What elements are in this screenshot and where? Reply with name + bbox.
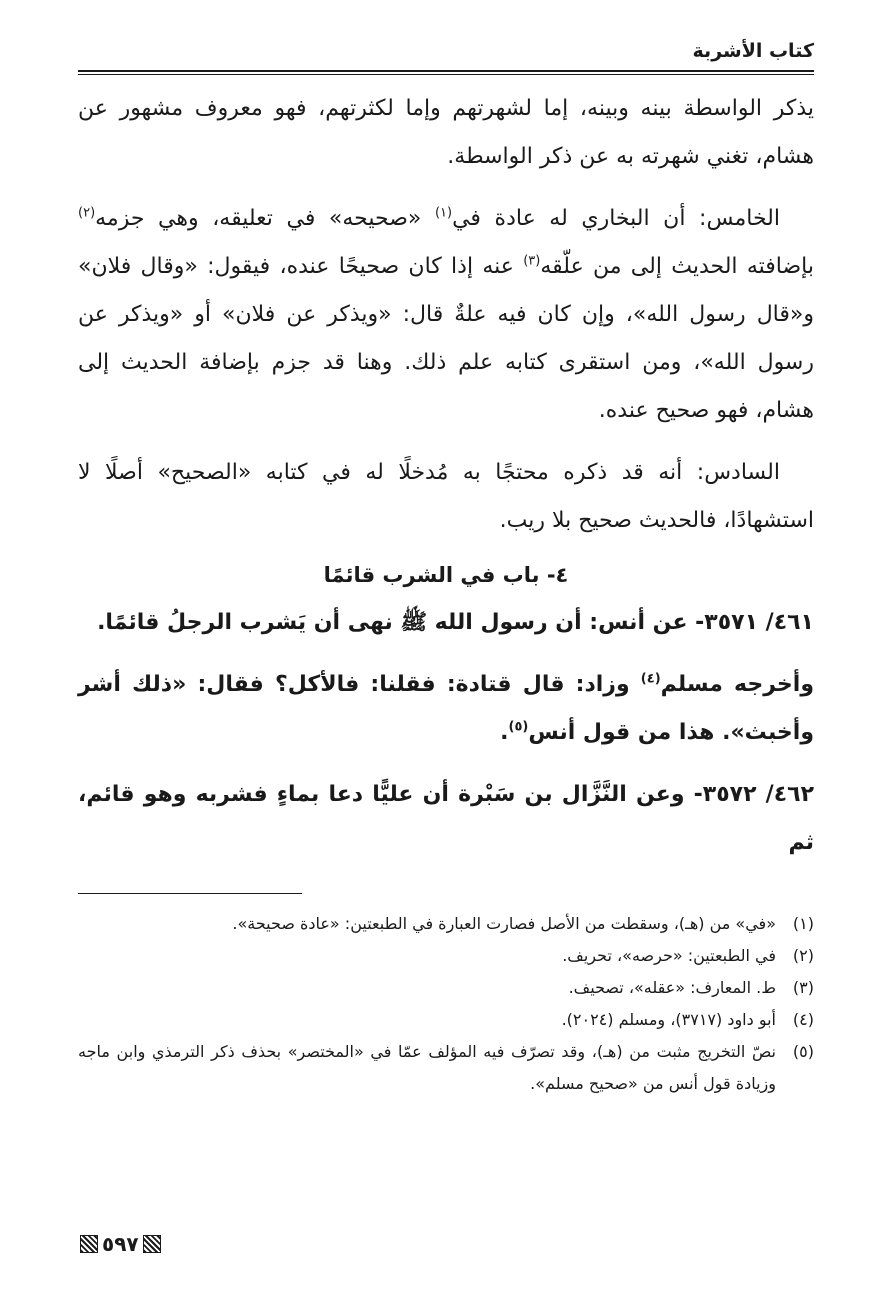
footnote-text: في الطبعتين: «حرصه»، تحريف. — [562, 946, 776, 965]
note-ref-2[interactable]: (٢) — [78, 205, 96, 221]
footnote-5 — [78, 1036, 814, 1100]
footnotes — [78, 908, 814, 1100]
hadith-462-number: ٤٦٢/ ٣٥٧٢- — [693, 782, 815, 807]
paragraph-2-part-2: «صحيحه» في تعليقه، وهي جزمه — [95, 206, 435, 231]
page — [78, 38, 814, 1100]
hadith-461 — [78, 599, 814, 647]
paragraph-2 — [78, 195, 814, 435]
footnote-number: (٤) — [792, 1010, 814, 1029]
ornament-square-icon — [143, 1235, 161, 1253]
footnote-4 — [78, 1004, 814, 1036]
footnote-text: أبو داود (٣٧١٧)، ومسلم (٢٠٢٤). — [561, 1010, 776, 1029]
paragraph-2-part-4: عنه إذا كان صحيحًا عنده، فيقول: «وقال فلان» و«قال رسول الله»، وإن كان فيه علةٌ قال: «ويذكر عن فلان» أو «ويذكر عن رسول الله»، ومن استقرى كتابه علم ذلك. وهنا قد جزم بإضافة الحديث إلى هشام، فهو صحيح عنده. — [78, 254, 814, 423]
hadith-461-note-part-3: . — [500, 720, 509, 745]
footnote-text: نصّ التخريج مثبت من (هـ)، وقد تصرّف فيه المؤلف عمّا في «المختصر» بحذف ذكر الترمذي وابن ماجه وزيادة قول أنس من «صحيح مسلم». — [78, 1042, 776, 1093]
hadith-461-note-part-2: وزاد: قال قتادة: فقلنا: فالأكل؟ فقال: «ذلك أشر وأخبث». هذا من قول أنس — [78, 672, 814, 745]
footnote-number: (٣) — [792, 978, 814, 997]
footnote-1 — [78, 908, 814, 940]
header-rule-thin — [78, 74, 814, 75]
footnote-2 — [78, 940, 814, 972]
footnote-3 — [78, 972, 814, 1004]
hadith-462-text: وعن النَّزَّال بن سَبْرة أن عليًّا دعا بماءٍ فشربه وهو قائم، ثم — [78, 782, 814, 855]
note-ref-3[interactable]: (٣) — [523, 253, 541, 269]
paragraph-3: السادس: أنه قد ذكره محتجًا به مُدخلًا له في كتابه «الصحيح» أصلًا لا استشهادًا، فالحديث صحيح بلا ريب. — [78, 460, 814, 533]
header-rule-thick — [78, 70, 814, 72]
note-ref-5[interactable]: (٥) — [508, 719, 529, 735]
hadith-461-note-part-1: وأخرجه مسلم — [660, 672, 815, 697]
footnote-number: (١) — [792, 914, 814, 933]
paragraph-2-part-1: الخامس: أن البخاري له عادة في — [452, 206, 780, 231]
hadith-461-text: عن أنس: أن رسول الله ﷺ نهى أن يَشرب الرجلُ قائمًا. — [97, 610, 696, 635]
footnote-separator — [78, 893, 302, 894]
hadith-461-number: ٤٦١/ ٣٥٧١- — [695, 610, 814, 635]
page-number: ٥٩٧ — [102, 1232, 139, 1256]
footnote-text: ط. المعارف: «عقله»، تصحيف. — [568, 978, 776, 997]
footnote-number: (٥) — [792, 1042, 814, 1061]
footnote-number: (٢) — [792, 946, 814, 965]
ornament-square-icon — [80, 1235, 98, 1253]
note-ref-1[interactable]: (١) — [434, 205, 453, 221]
note-ref-4[interactable]: (٤) — [640, 671, 661, 687]
running-title: كتاب الأشربة — [692, 40, 814, 62]
page-folio — [80, 1232, 161, 1256]
paragraph-1: يذكر الواسطة بينه وبينه، إما لشهرتهم وإما لكثرتهم، فهو معروف مشهور عن هشام، تغني شهرته به عن ذكر الواسطة. — [78, 96, 814, 169]
paragraph-2-part-3: بإضافته الحديث إلى من علّقه — [540, 254, 814, 279]
chapter-title: ٤- باب في الشرب قائمًا — [323, 563, 569, 587]
hadith-462 — [78, 771, 814, 867]
footnote-text: «في» من (هـ)، وسقطت من الأصل فصارت العبارة في الطبعتين: «عادة صحيحة». — [232, 914, 776, 933]
body-text — [78, 85, 814, 867]
hadith-461-note — [78, 661, 814, 757]
